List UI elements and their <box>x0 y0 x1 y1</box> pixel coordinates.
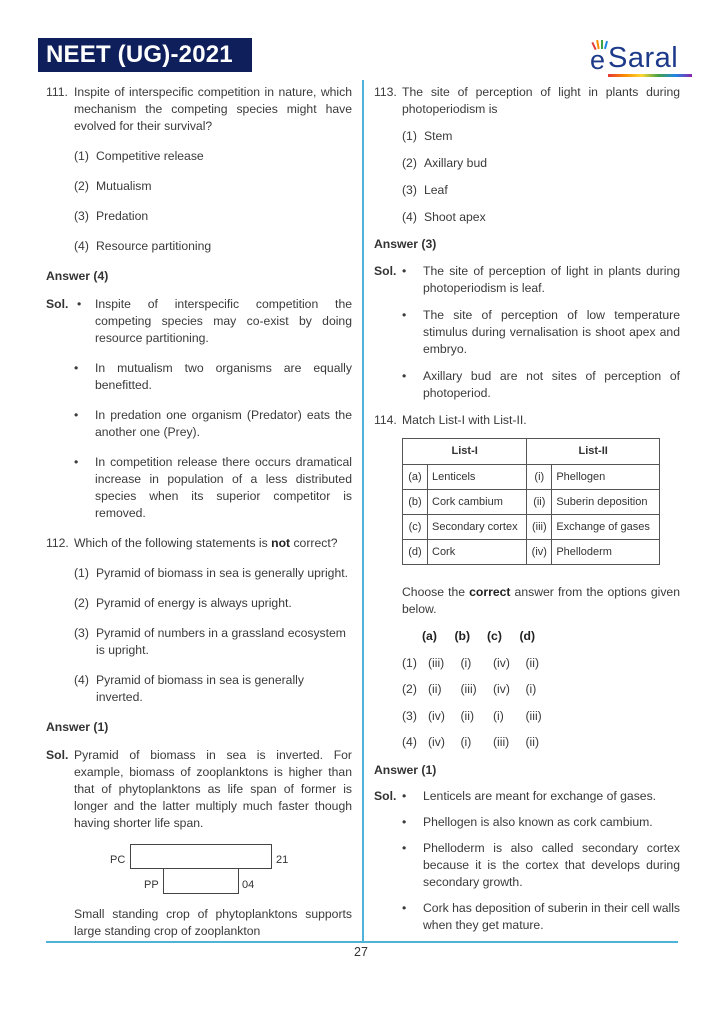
option-number: (3) <box>74 209 89 223</box>
solution-bullet <box>374 263 680 297</box>
solution-label: Sol. <box>374 264 397 278</box>
bullet-icon: • <box>74 455 79 469</box>
question-number: 112. <box>46 536 69 550</box>
bullet-text: Phelloderm is also called secondary cortex because it is the cortex that develops during secondary growth. <box>423 841 680 889</box>
solution-bullet <box>374 814 680 831</box>
question-number: 113. <box>374 85 397 99</box>
bullet-icon: • <box>402 264 407 278</box>
bullet-text: Inspite of interspecific competition the competing species may co-exist by doing resource partitioning. <box>95 297 352 345</box>
option <box>74 625 352 659</box>
solution-bullet <box>374 840 680 891</box>
right-column <box>374 84 680 934</box>
option <box>74 148 352 165</box>
solution <box>46 747 352 832</box>
answer-options-grid <box>402 628 558 761</box>
option-text: Predation <box>96 209 149 223</box>
bullet-text: The site of perception of light in plants during photoperiodism is leaf. <box>423 264 680 295</box>
solution-bullet <box>46 454 352 522</box>
solution-bullet <box>46 296 352 347</box>
bullet-text: Cork has deposition of suberin in their cell walls when they get mature. <box>423 901 680 932</box>
option <box>74 238 352 255</box>
option-number: (3) <box>74 626 89 640</box>
option-number: (1) <box>74 566 89 580</box>
bullet-icon: • <box>402 308 407 322</box>
pyramid-top-label: PC <box>110 854 126 866</box>
option-text: Shoot apex <box>424 210 486 224</box>
solution-label: Sol. <box>46 297 69 311</box>
option-text: Leaf <box>424 183 448 197</box>
solution-label: Sol. <box>374 789 397 803</box>
option <box>402 182 680 199</box>
bullet-text: In predation one organism (Predator) eats the another one (Prey). <box>95 408 352 439</box>
bullet-icon: • <box>402 841 407 855</box>
answer-label: Answer (1) <box>374 763 437 777</box>
option-number: (2) <box>402 156 417 170</box>
solution-bullet <box>46 360 352 394</box>
bullet-text: In competition release there occurs dramatical increase in population of a less distributed species when its superior competitor is removed. <box>95 455 352 520</box>
bullet-icon: • <box>74 408 79 422</box>
table-header-list-2: List-II <box>527 439 660 465</box>
option-text: Axillary bud <box>424 156 487 170</box>
option-number: (2) <box>74 596 89 610</box>
footer-divider <box>46 941 678 943</box>
logo-e: e <box>590 45 606 75</box>
bullet-icon: • <box>402 369 407 383</box>
pyramid-bottom-label: PP <box>144 879 159 891</box>
table-header-list-1: List-I <box>403 439 527 465</box>
question-text: The site of perception of light in plants during photoperiodism is <box>402 85 680 116</box>
option-number: (3) <box>402 183 417 197</box>
bullet-text: In mutualism two organisms are equally benefitted. <box>95 361 352 392</box>
option-text: Pyramid of energy is always upright. <box>96 596 292 610</box>
option-text: Resource partitioning <box>96 239 212 253</box>
bullet-text: Phellogen is also known as cork cambium. <box>423 815 653 829</box>
pyramid-bottom-value: 04 <box>242 879 255 891</box>
table-row: (a) Lenticels (i) Phellogen <box>403 465 660 490</box>
pyramid-caption: Small standing crop of phytoplanktons supports large standing crop of zooplankton <box>74 907 352 938</box>
logo-underline <box>608 74 692 77</box>
match-table <box>402 438 660 565</box>
option-text: Pyramid of biomass in sea is generally upright. <box>96 566 348 580</box>
logo-text: Saral <box>608 42 679 74</box>
question-text: Which of the following statements is not correct? <box>74 536 338 550</box>
exam-title-badge: NEET (UG)-2021 <box>38 38 252 72</box>
solution-bullet <box>46 407 352 441</box>
grid-header: (a) (b) (c) (d) <box>422 629 536 643</box>
column-divider <box>362 80 364 942</box>
grid-row: (3) (iv) (ii) (i) (iii) <box>402 708 542 723</box>
table-row: (d) Cork (iv) Phelloderm <box>403 540 660 565</box>
grid-row: (2) (ii) (iii) (iv) (i) <box>402 682 537 696</box>
table-row: (b) Cork cambium (ii) Suberin deposition <box>403 490 660 515</box>
bullet-text: Lenticels are meant for exchange of gases. <box>423 789 657 803</box>
bullet-text: Axillary bud are not sites of perception of photoperiod. <box>423 369 680 400</box>
grid-row: (1) (iii) (i) (iv) (ii) <box>402 655 540 670</box>
option-text: Pyramid of numbers in a grassland ecosystem is upright. <box>96 626 346 657</box>
question-113 <box>374 84 680 118</box>
pyramid-top-value: 21 <box>276 854 289 866</box>
solution-text: Pyramid of biomass in sea is inverted. For example, biomass of zooplanktons is higher than that of phytoplanktons as life span of former is longer and the latter multiply much faster though having shorter life span. <box>74 748 352 830</box>
option-number: (4) <box>74 673 89 687</box>
option-text: Competitive release <box>96 149 204 163</box>
solution-label: Sol. <box>46 748 69 762</box>
option <box>74 595 352 612</box>
answer-label: Answer (3) <box>374 237 437 251</box>
question-111 <box>46 84 352 135</box>
esaral-logo <box>588 40 698 80</box>
option-number: (2) <box>74 179 89 193</box>
bullet-icon: • <box>74 361 79 375</box>
answer-label: Answer (4) <box>46 269 109 283</box>
left-column <box>46 84 352 940</box>
bullet-icon: • <box>402 901 407 915</box>
option <box>402 128 680 145</box>
option-number: (4) <box>74 239 89 253</box>
choose-instruction: Choose the correct answer from the options given below. <box>402 585 680 616</box>
option-text: Mutualism <box>96 179 152 193</box>
option-number: (4) <box>402 210 417 224</box>
solution-bullet <box>374 368 680 402</box>
option <box>402 209 680 226</box>
question-number: 114. <box>374 413 397 427</box>
bullet-icon: • <box>77 297 82 311</box>
option-number: (1) <box>402 129 417 143</box>
table-row: (c) Secondary cortex (iii) Exchange of gases <box>403 515 660 540</box>
question-text: Inspite of interspecific competition in nature, which mechanism the competing species might have evolved for their survival? <box>74 85 352 133</box>
solution-bullet <box>374 788 680 805</box>
page-number: 27 <box>354 945 368 959</box>
grid-row: (4) (iv) (i) (iii) (ii) <box>402 735 540 749</box>
option-number: (1) <box>74 149 89 163</box>
solution-bullet <box>374 900 680 934</box>
option <box>74 208 352 225</box>
option <box>74 565 352 582</box>
option <box>74 178 352 195</box>
bullet-text: The site of perception of low temperature stimulus during vernalisation is shoot apex and embryo. <box>423 308 680 356</box>
option <box>74 672 352 706</box>
question-text: Match List-I with List-II. <box>402 413 527 427</box>
option <box>402 155 680 172</box>
solution-bullet <box>374 307 680 358</box>
question-114 <box>374 412 680 429</box>
pyramid-top-bar <box>130 844 272 869</box>
question-112 <box>46 535 352 552</box>
option-text: Stem <box>424 129 453 143</box>
bullet-icon: • <box>402 815 407 829</box>
biomass-pyramid-diagram <box>46 844 352 906</box>
answer-label: Answer (1) <box>46 720 109 734</box>
bullet-icon: • <box>402 789 407 803</box>
question-number: 111. <box>46 85 68 99</box>
pyramid-bottom-bar <box>163 868 239 894</box>
option-text: Pyramid of biomass in sea is generally inverted. <box>96 673 304 704</box>
